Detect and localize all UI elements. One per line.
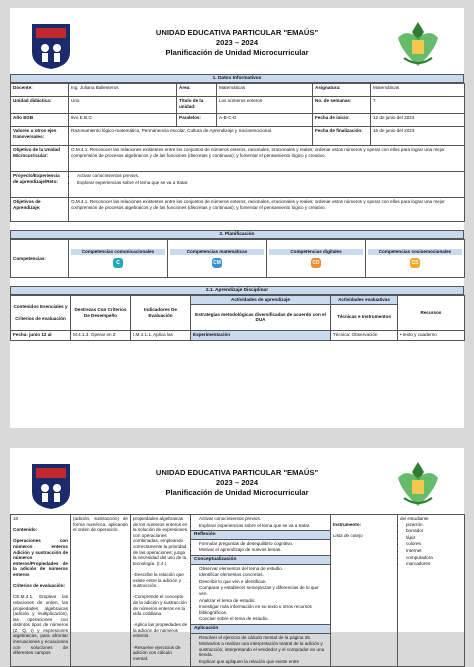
competencia-matematica (168, 240, 267, 278)
value-fin: 16 de junio del 2023 (371, 127, 465, 146)
evaluacion-column (331, 515, 398, 667)
value-asignatura: Matemáticas (371, 84, 465, 97)
actividad-item: • Activar conocimientos previos. (199, 516, 328, 522)
destreza-column: (adición, sustracción) de forma numérica, aplicando el orden de operación. (71, 515, 131, 667)
recurso-cell: • texto y cuaderno (398, 330, 465, 340)
criterios-text: CE.M.4.1. Emplear las relaciones de orden, las propiedades algebraicas (adición y multiplicación), las operaciones con distintos tipos de números (Z, Q, I) y expresiones algebraicas, para afrontar inecuaciones y ecuaciones con soluciones de diferentes campos (13, 594, 68, 656)
concept-item: • Describir lo que ven e identifican. (199, 579, 328, 585)
recursos-top: del estudiante (400, 516, 429, 521)
document-page-1 (10, 8, 464, 428)
datos-informativos-table (10, 83, 465, 222)
header-tecnicas: Técnicas e Instrumentos (331, 304, 398, 330)
school-years: 2023 – 2024 (215, 38, 259, 47)
competencia-label: Competencias matemáticas (170, 249, 264, 255)
actividades-column (191, 515, 331, 667)
value-valores: Razonamiento lógico-matemático, Permanencia escolar, Cultura de Aprendizaje y Socioemocional. (69, 127, 313, 146)
school-logo (30, 22, 72, 70)
header-contenidos (11, 296, 71, 331)
label-competencias: Competencias: (11, 240, 69, 278)
concept-item: • Investigar más información en su texto u otros recursos bibliográficos. (199, 604, 328, 615)
page-header (10, 8, 464, 74)
document-title: Planificación de Unidad Microcurricular (165, 48, 309, 57)
value-area: Matemáticas (217, 84, 313, 97)
value-objetivos-aprendizaje: O.M.4.1. Reconocer las relaciones existentes entre los conjuntos de números enteros, racionales, irracionales y reales; ordenar estos números y operar con ellos para lograr una mejor comprensión de procesos algebraicos y de las funciones (discretas y continuas); y fomentar el pensamiento lógico y creativo. (69, 198, 465, 222)
label-paralelos: Paralelos: (177, 114, 217, 127)
value-semanas: 7 (371, 97, 465, 114)
competencia-comunicacional (69, 240, 168, 278)
aplicacion-item: • Explicar que apliquen la relación que existe entre (199, 659, 328, 665)
communication-icon: C (113, 258, 123, 268)
section-aprendizaje-disciplinar: 2.1. Aprendizaje Disciplinar (10, 286, 464, 295)
criterios-label: Criterios de evaluación: (13, 583, 66, 589)
label-inicio: Fecha de inicio: (313, 114, 371, 127)
value-inicio: 12 de junio del 2023 (371, 114, 465, 127)
header-act-evaluativas: Actividades evaluativas (331, 296, 398, 305)
tecnica-cell: Técnica: Observación (331, 330, 398, 340)
math-icon: CM (213, 259, 221, 266)
indicador-text: -Describe la relación que existe entre la adición y sustracción. (133, 571, 184, 589)
header-indicadores: Indicadores De Evaluación (131, 296, 191, 331)
value-unidad: Uno (69, 97, 177, 114)
fecha-cell: Fecha: junio 12 al (11, 330, 71, 340)
instrumento-label: Instrumento: (333, 521, 362, 527)
reflexion-item: • Motivar el aprendizaje de nuevos temas. (199, 547, 328, 553)
label-objetivo: Objetivo de la Unidad Microcurricular: (11, 146, 69, 172)
ministry-seal (394, 18, 442, 70)
section-datos-informativos: 1. Datos Informativos (10, 74, 464, 83)
competencia-label: Competencias comunicacionales (71, 249, 165, 255)
destreza-cell: M.4.1.3. Operar en Z (71, 330, 131, 340)
competencia-digital (267, 240, 366, 278)
competencias-table (10, 239, 465, 278)
school-name: UNIDAD EDUCATIVA PARTICULAR "EMAÚS" (155, 468, 319, 477)
aprendizaje-table (10, 295, 465, 341)
label-docente: Docente: (11, 84, 69, 97)
digital-icon: CD (312, 259, 320, 266)
label-fin: Fecha de finalización: (313, 127, 371, 146)
competencia-label: Competencias socioemocionales (368, 249, 462, 255)
competencia-label: Competencias digitales (269, 249, 363, 255)
label-titulo: Título de la unidad: (177, 97, 217, 114)
label-objetivos-aprendizaje: Objetivos de Aprendizaje: (11, 198, 69, 222)
aplicacion-header: Aplicación (191, 624, 330, 634)
school-years: 2023 – 2024 (215, 478, 259, 487)
contenido-text: Operaciones con números enteros Adición y sustracción de números enteros/Propiedades de la adición de números enteros (13, 538, 68, 577)
header-recursos: Recursos (398, 296, 465, 331)
contenido-label: Contenido: (13, 527, 38, 533)
aplicacion-item: • Resolver el ejercicio de cálculo mental de la página 25. (199, 635, 328, 641)
experimentacion-cell: Experimentación (191, 330, 331, 340)
concept-item: • Comparar y establecer semejanzas y diferencias de lo que ven. (199, 585, 328, 596)
conceptualizacion-header: Conceptualización (191, 555, 330, 565)
label-asignatura: Asignatura: (313, 84, 371, 97)
school-logo (30, 462, 72, 510)
contenidos-label: Contenidos Esenciales y (13, 304, 68, 310)
value-titulo: Los números enteros (217, 97, 313, 114)
proyecto-item: • Explorar experiencias sobre el tema que se va a tratar. (77, 180, 462, 186)
document-title: Planificación de Unidad Microcurricular (165, 488, 309, 497)
label-valores: Valores u otros ejes transversales: (11, 127, 69, 146)
value-objetivo: O.M.4.1. Reconocer las relaciones existentes entre los conjuntos de números enteros, racionales, irracionales y reales; ordenar estos números y operar con ellos para lograr una mejor comprensión de procesos algebraicos y de las funciones (discretas y continuas); y fomentar el pensamiento lógico y creativo. (69, 146, 465, 172)
header-destrezas: Destrezas Con Criterios De Desempeño (71, 296, 131, 331)
actividad-item: • Explorar experiencias sobre el tema que se va a tratar. (199, 523, 328, 529)
reflexion-header: Reflexión (191, 530, 330, 540)
value-docente: Ing. Juliana Ballesteros (69, 84, 177, 97)
label-proyecto: Proyecto/Experiencia de aprendizaje/Reto: (11, 172, 69, 198)
criterios-label: Criterios de evaluación (15, 315, 66, 321)
concept-item: • Identificar elementos concretos. (199, 572, 328, 578)
ministry-seal (394, 458, 442, 510)
proyecto-item: • Activar conocimientos previos. (77, 173, 462, 179)
concept-item: • Observar elementos del tema de estudio. (199, 566, 328, 572)
indicador-text: -Resuelve ejercicios de adición con cálculo mental. (133, 644, 181, 661)
page-header (10, 448, 464, 514)
value-proyecto (69, 172, 465, 198)
recurso-item: • borrador (406, 528, 462, 534)
indicador-text: propiedades algebraicas de los números enteros en la solución de expresiones con operaciones combinadas, empleando correctamente la prioridad de las operaciones; juzga la necesidad del uso de la tecnología. (I.4.) (133, 516, 188, 566)
reflexion-item: • Formular preguntas de desequilibrio cognitivo. (199, 541, 328, 547)
recursos-column (398, 515, 465, 667)
label-unidad: Unidad didáctica: (11, 97, 69, 114)
label-semanas: No. de semanas: (313, 97, 371, 114)
indicador-text: -Aplica las propiedades de la adición de números enteros. (133, 622, 188, 639)
recurso-item: • colores (406, 541, 462, 547)
section-planificacion: 2. Planificación (10, 230, 464, 239)
indicador-cell: I.M.4.1.1. Aplica las (131, 330, 191, 340)
indicador-column (131, 515, 191, 667)
instrumento-value: Lista de cotejo (333, 532, 363, 538)
value-paralelos: A-B-C-D (217, 114, 313, 127)
concept-item: • Analizar el tema de estudio. (199, 598, 328, 604)
concept-item: • Concluir sobre el tema de estudio. (199, 616, 328, 622)
recurso-item: • pizarrón (406, 522, 462, 528)
row-number: 16 (13, 516, 19, 521)
contenido-column (11, 515, 71, 667)
label-area: Área: (177, 84, 217, 97)
aplicacion-item: • Motivarlos a realizar una interpretación teatral de la adición y sustracción, interpretando el vendedor y el comprador en una tienda. (199, 641, 328, 658)
recurso-item: • computadora (406, 555, 462, 561)
school-name: UNIDAD EDUCATIVA PARTICULAR "EMAÚS" (155, 28, 319, 37)
header-actividades: Actividades de aprendizaje (191, 296, 331, 305)
recurso-item: • marcadores (406, 561, 462, 567)
competencia-socioemocional (366, 240, 465, 278)
value-anio: 8vo E.B.G (69, 114, 177, 127)
indicador-text: -Comprende el concepto de la adición y sustracción de números enteros en la vida cotidiana. (133, 594, 187, 617)
socioemotional-icon: CS (411, 259, 419, 266)
document-page-2 (10, 448, 464, 664)
header-estrategias: Estrategias metodológicas diversificadas de acuerdo con el DUA (191, 304, 331, 330)
planificacion-detail-table (10, 514, 465, 667)
recurso-item: • lápiz (406, 535, 462, 541)
recurso-item: • Internet (406, 548, 462, 554)
label-anio: Año EGB (11, 114, 69, 127)
